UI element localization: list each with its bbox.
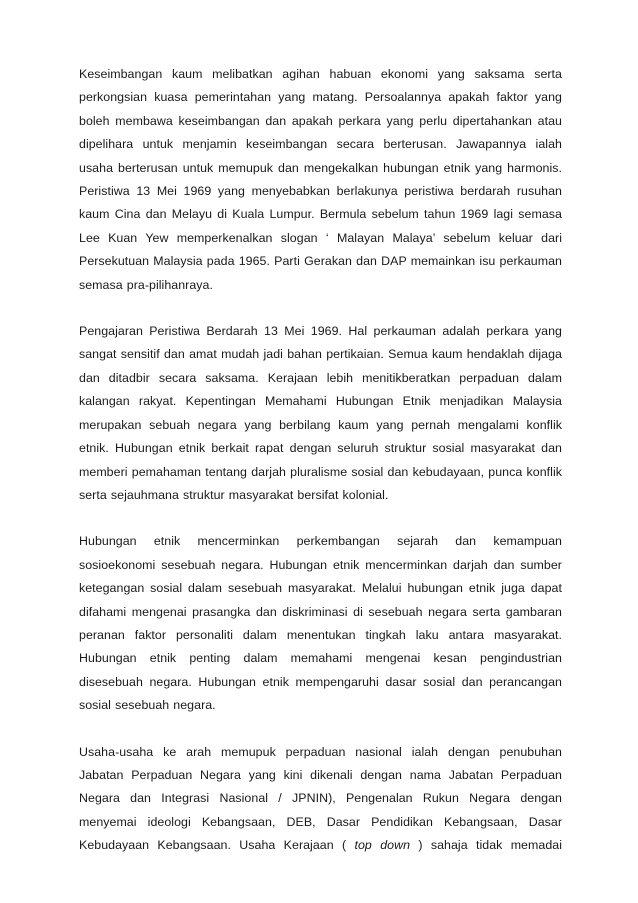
paragraph-pengajaran-peristiwa: Pengajaran Peristiwa Berdarah 13 Mei 1969. Hal perkauman adalah perkara yang sangat sensitif dan amat mudah jadi bahan pertikaian. Semua kaum hendaklah dijaga dan ditadbir secara saksama. Kerajaan lebih menitikberatkan perpaduan dalam kalangan rakyat. Kepentingan Memahami Hubungan Etnik menjadikan Malaysia merupakan sebuah negara yang berbilang kaum yang pernah mengalami konflik etnik. Hubungan etnik berkait rapat dengan seluruh struktur sosial masyarakat dan memberi pemahaman tentang darjah pluralisme sosial dan kebudayaan, punca konflik serta sejauhmana struktur masyarakat bersifat kolonial.	[79, 324, 562, 502]
paragraph-text-segment: Usaha-usaha ke arah memupuk perpaduan nasional ialah dengan penubuhan Jabatan Perpaduan Negara yang kini dikenali dengan nama Jabatan Perpaduan Negara dan Integrasi Nasional / JPNIN), Pengenalan Rukun Negara dengan menyemai ideologi Kebangsaan, DEB, Dasar Pendidikan Kebangsaan, Dasar Kebudayaan Kebangsaan. Usaha Kerajaan (	[79, 744, 562, 853]
paragraph-text-segment: ) sahaja tidak memadai	[410, 838, 563, 853]
paragraph-keseimbangan-kaum: Keseimbangan kaum melibatkan agihan habuan ekonomi yang saksama serta perkongsian kuasa pemerintahan yang matang. Persoalannya apakah faktor yang boleh membawa keseimbangan dan apakah perkara yang perlu dipertahankan atau dipelihara untuk menjamin keseimbangan secara berterusan. Jawapannya ialah usaha berterusan untuk memupuk dan mengekalkan hubungan etnik yang harmonis. Peristiwa 13 Mei 1969 yang menyebabkan berlakunya peristiwa berdarah rusuhan kaum Cina dan Melayu di Kuala Lumpur. Bermula sebelum tahun 1969 lagi semasa Lee Kuan Yew memperkenalkan slogan ‘ Malayan Malaya’ sebelum keluar dari Persekutuan Malaysia pada 1965. Parti Gerakan dan DAP memainkan isu perkauman semasa pra-pilihanraya.	[79, 67, 562, 292]
paragraph-usaha-perpaduan	[79, 741, 562, 858]
document-body	[79, 63, 562, 858]
paragraph-hubungan-etnik: Hubungan etnik mencerminkan perkembangan sejarah dan kemampuan sosioekonomi sesebuah negara. Hubungan etnik mencerminkan darjah dan sumber ketegangan sosial dalam sesebuah masyarakat. Melalui hubungan etnik juga dapat difahami mengenai prasangka dan diskriminasi di sesebuah negara serta gambaran peranan faktor personaliti dalam menentukan tingkah laku antara masyarakat. Hubungan etnik penting dalam memahami mengenai kesan pengindustrian disesebuah negara. Hubungan etnik mempengaruhi dasar sosial dan perancangan sosial sesebuah negara.	[79, 534, 562, 713]
italic-term: top down	[354, 838, 411, 853]
